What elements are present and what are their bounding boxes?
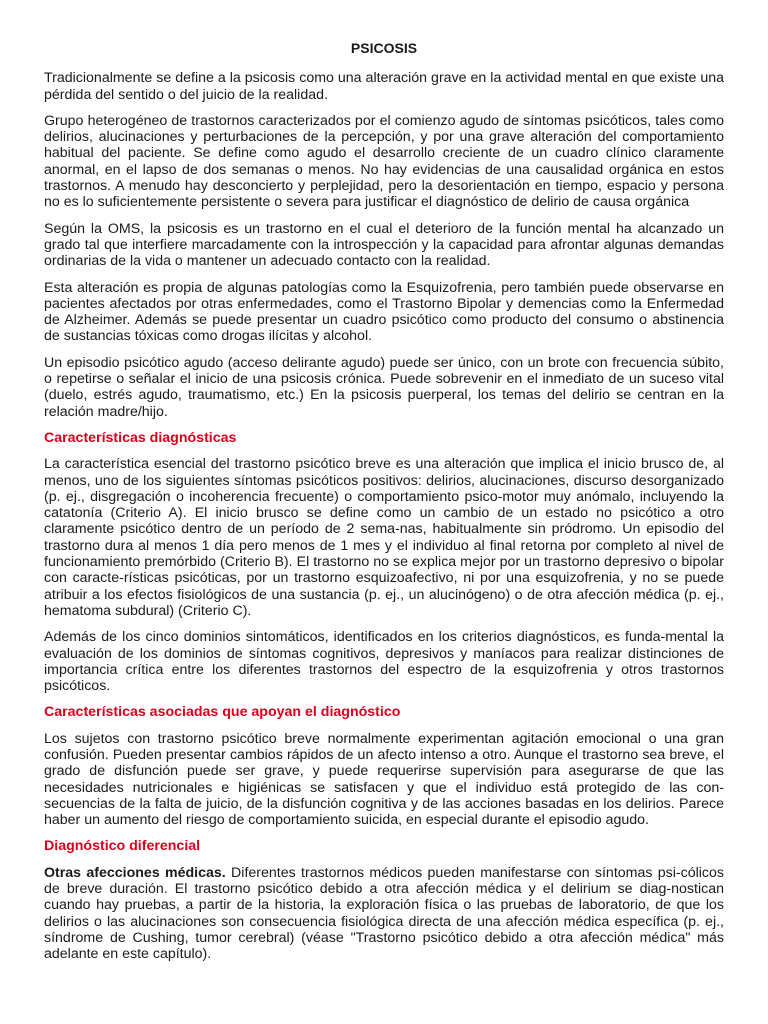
differential-diagnosis-paragraph	[44, 865, 724, 963]
section-heading-associated-features: Características asociadas que apoyan el diagnóstico	[44, 704, 401, 721]
associated-features-paragraph: Los sujetos con trastorno psicótico breve normalmente experimentan agitación emocional o una gran confusión. Pueden presentar cambios rápidos de un afecto intenso a otro. Aunque el trastorno sea breve, el grado de disfunción puede ser grave, y puede requerirse supervisión para asegurarse de que las necesidades nutricionales e higiénicas se satisfacen y que el individuo está protegido de las con-secuencias de la falta de juicio, de la disfunción cognitiva y de las acciones basadas en los delirios. Parece haber un aumento del riesgo de comportamiento suicida, en especial durante el episodio agudo.	[44, 730, 724, 829]
intro-paragraph-5: Un episodio psicótico agudo (acceso delirante agudo) puede ser único, con un brote con frecuencia súbito, o repetirse o señalar el inicio de una psicosis crónica. Puede sobrevenir en el inmediato de un suceso vital (duelo, estrés agudo, traumatismo, etc.) En la psicosis puerperal, los temas del delirio se centran en la relación madre/hijo.	[44, 354, 724, 420]
section-heading-diagnostic-features: Características diagnósticas	[44, 429, 237, 446]
intro-paragraph-1: Tradicionalmente se define a la psicosis como una alteración grave en la actividad mental en que existe una pérdida del sentido o del juicio de la realidad.	[44, 70, 724, 103]
intro-paragraph-3: Según la OMS, la psicosis es un trastorno en el cual el deterioro de la función mental ha alcanzado un grado tal que interfiere marcadamente con la introspección y la capacidad para afrontar algunas demandas ordinarias de la vida o mantener un adecuado contacto con la realidad.	[44, 220, 724, 270]
differential-diagnosis-lead: Otras afecciones médicas.	[44, 864, 226, 881]
section-heading-differential-diagnosis: Diagnóstico diferencial	[44, 838, 201, 855]
differential-diagnosis-text: Diferentes trastornos médicos pueden manifestarse con síntomas psi-cólicos de breve duración. El trastorno psicótico debido a otra afección médica y el delirium se diag-nostican cuando hay pruebas, a partir de la historia, la exploración física o las pruebas de laboratorio, de que los delirios o las alucinaciones son consecuencia fisiológica directa de una afección médica específica (p. ej., síndrome de Cushing, tumor cerebral) (véase "Trastorno psicótico debido a otra afección médica" más adelante en este capítulo).	[44, 864, 724, 963]
diagnostic-features-paragraph-1: La característica esencial del trastorno psicótico breve es una alteración que implica el inicio brusco de, al menos, uno de los siguientes síntomas psicóticos positivos: delirios, alucinaciones, discurso desorganizado (p. ej., disgregación o incoherencia frecuente) o comportamiento psico-motor muy anómalo, incluyendo la catatonía (Criterio A). El inicio brusco se define como un cambio de un estado no psicótico a otro claramente psicótico dentro de un período de 2 sema-nas, habitualmente sin pródromo. Un episodio del trastorno dura al menos 1 día pero menos de 1 mes y el individuo al final retorna por completo al nivel de funcionamiento premórbido (Criterio B). El trastorno no se explica mejor por un trastorno depresivo o bipolar con caracte-rísticas psicóticas, por un trastorno esquizoafectivo, ni por una esquizofrenia, y no se puede atribuir a los efectos fisiológicos de una sustancia (p. ej., un alucinógeno) o de otra afección médica (p. ej., hematoma subdural) (Criterio C).	[44, 456, 724, 619]
diagnostic-features-paragraph-2: Además de los cinco dominios sintomáticos, identificados en los criterios diagnósticos, es funda-mental la evaluación de los dominios de síntomas cognitivos, depresivos y maníacos para realizar distinciones de importancia crítica entre los diferentes trastornos del espectro de la esquizofrenia y otros trastornos psicóticos.	[44, 629, 724, 695]
document-page	[44, 40, 724, 973]
document-title: PSICOSIS	[350, 40, 418, 56]
intro-paragraph-2: Grupo heterogéneo de trastornos caracterizados por el comienzo agudo de síntomas psicóticos, tales como delirios, alucinaciones y perturbaciones de la percepción, y por una grave alteración del comportamiento habitual del paciente. Se define como agudo el desarrollo creciente de un cuadro clínico claramente anormal, en el lapso de dos semanas o menos. No hay evidencias de una causalidad orgánica en estos trastornos. A menudo hay desconcierto y perplejidad, pero la desorientación en tiempo, espacio y persona no es lo suficientemente persistente o severa para justificar el diagnóstico de delirio de causa orgánica	[44, 112, 724, 211]
intro-paragraph-4: Esta alteración es propia de algunas patologías como la Esquizofrenia, pero también puede observarse en pacientes afectados por otras enfermedades, como el Trastorno Bipolar y demencias como la Enfermedad de Alzheimer. Además se puede presentar un cuadro psicótico como producto del consumo o abstinencia de sustancias tóxicas como drogas ilícitas y alcohol.	[44, 279, 724, 345]
